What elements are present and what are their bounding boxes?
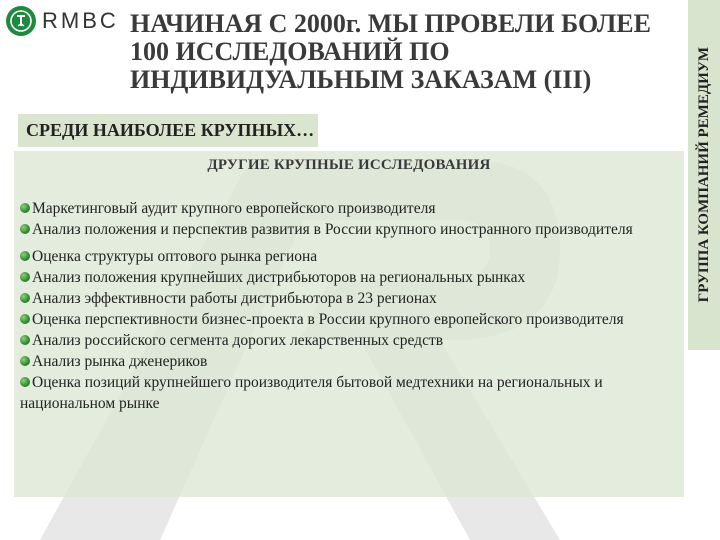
bullet-icon [20,335,30,345]
list-item: Оценка структуры оптового рынка региона [20,246,678,267]
subtitle: СРЕДИ НАИБОЛЕЕ КРУПНЫХ… [26,120,315,140]
brand-text: RMBC [42,8,119,33]
section-header: ДРУГИЕ КРУПНЫЕ ИССЛЕДОВАНИЯ [207,157,491,173]
bullet-icon [20,314,30,324]
bullet-icon [20,356,30,366]
list-item: Оценка позиций крупнейшего производителя бытовой медтехники на региональных и национальном рынке [20,374,603,412]
list-item: Анализ положения крупнейших дистрибьюторов на региональных рынках [20,267,678,288]
bullet-icon [20,272,30,282]
company-group-label: ГРУППА КОМПАНИЙ РЕМЕДИУМ [695,47,712,303]
subtitle-box [18,114,318,147]
list-item: Маркетинговый аудит крупного европейского производителя [20,198,678,219]
company-logo [6,6,119,36]
bullet-icon [20,224,30,234]
list-item: Анализ российского сегмента дорогих лекарственных средств [20,330,678,351]
pharmacy-logo-icon [6,6,36,36]
list-item: Оценка перспективности бизнес-проекта в России крупного европейского производителя [20,309,678,330]
list-item: Анализ положения и перспектив развития в России крупного иностранного производителя [20,219,678,240]
research-panel [14,151,684,497]
bullet-icon [20,293,30,303]
research-list [20,198,678,414]
bullet-icon [20,203,30,213]
bullet-icon [20,251,30,261]
list-item: Анализ эффективности работы дистрибьютора в 23 регионах [20,288,678,309]
list-item: Анализ рынка дженериков [20,351,678,372]
page-title: НАЧИНАЯ С 2000г. МЫ ПРОВЕЛИ БОЛЕЕ 100 ИССЛЕДОВАНИЙ ПО ИНДИВИДУАЛЬНЫМ ЗАКАЗАМ (III) [130,9,651,94]
side-band [688,0,720,350]
bullet-icon [20,377,30,387]
